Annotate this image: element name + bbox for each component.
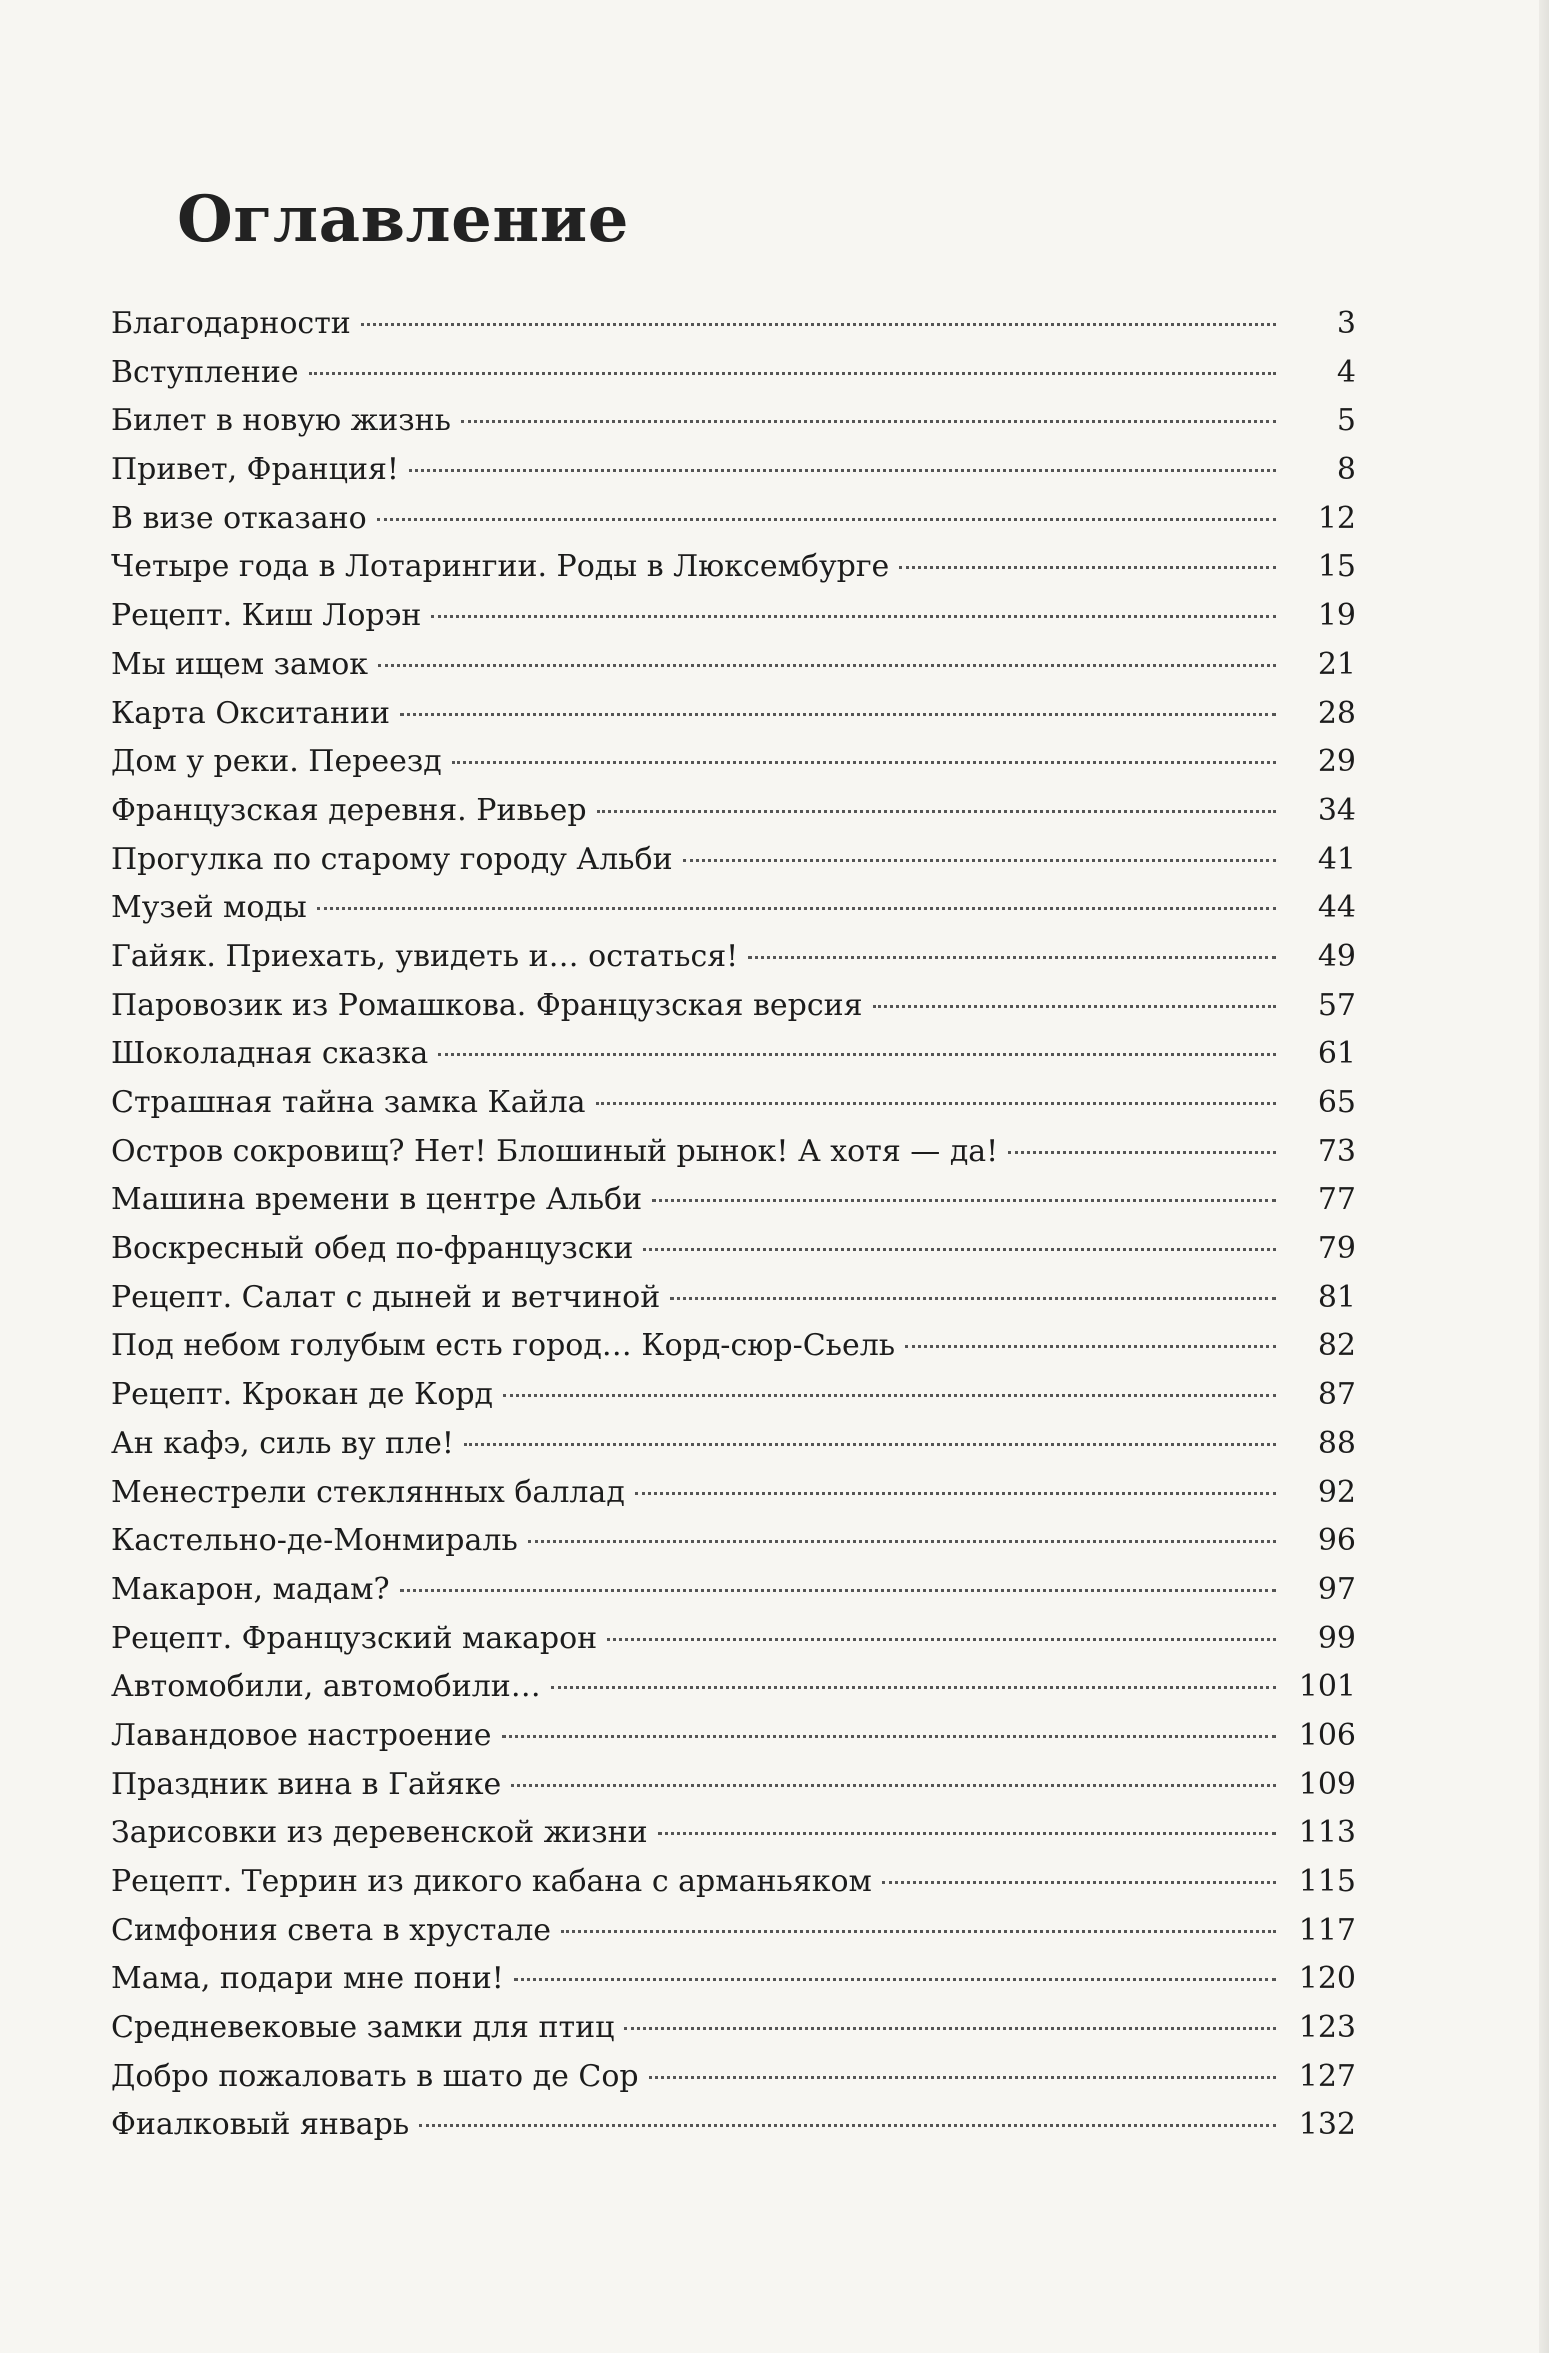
toc-entry xyxy=(111,1225,1356,1274)
toc-entry-page-number: 12 xyxy=(1317,500,1356,536)
toc-entry-page-number: 65 xyxy=(1317,1085,1356,1120)
toc-entry-page-number: 127 xyxy=(1298,2058,1356,2094)
dot-leader xyxy=(378,664,1276,667)
toc-entry-page-number: 82 xyxy=(1317,1328,1356,1364)
dot-leader xyxy=(882,1881,1276,1884)
toc-entry-page-number: 8 xyxy=(1336,452,1356,488)
toc-entry-page-number: 15 xyxy=(1317,549,1356,585)
toc-entry-page-number: 97 xyxy=(1317,1571,1356,1607)
dot-leader xyxy=(461,420,1276,423)
page-title: Оглавление xyxy=(177,182,629,257)
toc-entry-page-number: 120 xyxy=(1298,1961,1356,1997)
toc-entry-title: Добро пожаловать в шато де Сор xyxy=(111,2058,639,2094)
dot-leader xyxy=(643,1248,1276,1251)
toc-entry xyxy=(111,2053,1356,2102)
dot-leader xyxy=(649,2076,1276,2079)
toc-entry-page-number: 57 xyxy=(1317,987,1356,1023)
toc-entry-title: Зарисовки из деревенской жизни xyxy=(111,1815,648,1851)
toc-entry-page-number: 92 xyxy=(1317,1474,1356,1510)
toc-entry-title: Мама, подари мне пони! xyxy=(111,1961,504,1997)
dot-leader xyxy=(377,518,1276,521)
toc-entry-page-number: 113 xyxy=(1298,1815,1356,1851)
toc-entry-page-number: 117 xyxy=(1298,1912,1356,1948)
toc-entry-title: Симфония света в хрустале xyxy=(111,1912,552,1948)
dot-leader xyxy=(400,713,1276,716)
toc-entry-title: Гайяк. Приехать, увидеть и… остаться! xyxy=(111,938,739,974)
toc-entry-page-number: 101 xyxy=(1298,1669,1356,1705)
dot-leader xyxy=(514,1978,1276,1981)
toc-entry-page-number: 96 xyxy=(1317,1523,1356,1559)
toc-entry-title: Менестрели стеклянных баллад xyxy=(111,1474,625,1510)
toc-entry-title: Билет в новую жизнь xyxy=(111,403,451,439)
toc-entry-title: Благодарности xyxy=(111,306,351,341)
toc-entry-page-number: 109 xyxy=(1298,1766,1356,1802)
toc-entry-title: Средневековые замки для птиц xyxy=(111,2010,615,2046)
toc-entry-title: Мы ищем замок xyxy=(111,646,369,682)
toc-entry-title: В визе отказано xyxy=(111,500,367,536)
toc-entry-title: Вступление xyxy=(111,354,299,390)
toc-entry xyxy=(111,1761,1356,1810)
toc-entry-page-number: 132 xyxy=(1298,2107,1356,2143)
toc-entry-page-number: 34 xyxy=(1317,792,1356,828)
dot-leader xyxy=(561,1930,1276,1933)
toc-entry-page-number: 88 xyxy=(1317,1425,1356,1461)
toc-entry-page-number: 61 xyxy=(1317,1036,1356,1072)
toc-entry xyxy=(111,1663,1356,1712)
dot-leader xyxy=(400,1589,1276,1592)
dot-leader xyxy=(658,1832,1276,1835)
toc-entry-title: Карта Окситании xyxy=(111,695,390,731)
dot-leader xyxy=(309,372,1276,375)
dot-leader xyxy=(431,615,1276,618)
toc-entry-title: Макарон, мадам? xyxy=(111,1571,390,1607)
toc-entry-page-number: 21 xyxy=(1317,646,1356,682)
toc-entry-title: Дом у реки. Переезд xyxy=(111,744,442,780)
toc-entry xyxy=(111,1030,1356,1079)
toc-entry-title: Музей моды xyxy=(111,890,307,926)
toc-entry-title: Страшная тайна замка Кайла xyxy=(111,1085,586,1120)
toc-entry-title: Рецепт. Террин из дикого кабана с арманьяком xyxy=(111,1864,872,1899)
toc-entry xyxy=(111,300,1356,349)
toc-entry-page-number: 29 xyxy=(1317,744,1356,780)
toc-entry-page-number: 73 xyxy=(1317,1133,1356,1169)
dot-leader xyxy=(607,1638,1276,1641)
toc-entry-title: Паровозик из Ромашкова. Французская версия xyxy=(111,987,863,1023)
dot-leader xyxy=(317,907,1276,910)
toc-entry-page-number: 99 xyxy=(1317,1620,1356,1656)
toc-entry xyxy=(111,787,1356,836)
toc-entry xyxy=(111,982,1356,1031)
toc-entry xyxy=(111,1371,1356,1420)
toc-entry-title: Шоколадная сказка xyxy=(111,1036,429,1072)
toc-entry-page-number: 4 xyxy=(1336,354,1356,390)
toc-entry-page-number: 28 xyxy=(1317,695,1356,731)
toc-entry xyxy=(111,495,1356,544)
toc-entry-title: Лавандовое настроение xyxy=(111,1717,492,1753)
toc-entry xyxy=(111,1420,1356,1469)
dot-leader xyxy=(452,761,1276,764)
dot-leader xyxy=(419,2124,1276,2127)
toc-entry-page-number: 44 xyxy=(1317,890,1356,926)
toc-entry xyxy=(111,1079,1356,1128)
toc-entry-title: Автомобили, автомобили… xyxy=(111,1669,541,1705)
dot-leader xyxy=(683,859,1276,862)
toc-entry xyxy=(111,1322,1356,1371)
toc-entry xyxy=(111,690,1356,739)
toc-entry-page-number: 79 xyxy=(1317,1231,1356,1267)
toc-entry-title: Ан кафэ, силь ву пле! xyxy=(111,1425,454,1461)
dot-leader xyxy=(551,1686,1276,1689)
toc-entry-title: Рецепт. Киш Лорэн xyxy=(111,598,422,634)
dot-leader xyxy=(670,1297,1276,1300)
toc-entry-page-number: 77 xyxy=(1317,1182,1356,1218)
toc-entry-page-number: 106 xyxy=(1298,1717,1356,1753)
toc-entry xyxy=(111,933,1356,982)
toc-entry xyxy=(111,1128,1356,1177)
toc-entry xyxy=(111,1469,1356,1518)
toc-entry xyxy=(111,1858,1356,1907)
dot-leader xyxy=(438,1053,1276,1056)
toc-entry-page-number: 123 xyxy=(1298,2010,1356,2046)
toc-entry xyxy=(111,592,1356,641)
toc-entry-title: Под небом голубым есть город… Корд-сюр-Сьель xyxy=(111,1328,896,1364)
toc-entry-page-number: 5 xyxy=(1336,403,1356,439)
toc-entry-page-number: 81 xyxy=(1317,1279,1356,1315)
toc-entry-title: Привет, Франция! xyxy=(111,452,399,488)
toc-entry xyxy=(111,1176,1356,1225)
dot-leader xyxy=(873,1005,1276,1008)
toc-entry-title: Рецепт. Салат с дыней и ветчиной xyxy=(111,1279,661,1315)
toc-entry xyxy=(111,2004,1356,2053)
dot-leader xyxy=(1008,1151,1276,1154)
dot-leader xyxy=(635,1492,1276,1495)
dot-leader xyxy=(409,469,1276,472)
toc-entry-title: Фиалковый январь xyxy=(111,2107,410,2143)
toc-entry-title: Остров сокровищ? Нет! Блошиный рынок! А хотя — да! xyxy=(111,1133,999,1169)
toc-entry xyxy=(111,1712,1356,1761)
toc-entry-title: Четыре года в Лотарингии. Роды в Люксембурге xyxy=(111,549,890,585)
toc-entry xyxy=(111,836,1356,885)
dot-leader xyxy=(361,323,1276,326)
dot-leader xyxy=(899,566,1276,569)
toc-entry-page-number: 19 xyxy=(1317,598,1356,634)
toc-entry-title: Воскресный обед по-французски xyxy=(111,1231,634,1267)
toc-entry-title: Кастельно-де-Монмираль xyxy=(111,1523,518,1559)
toc-entry-title: Машина времени в центре Альби xyxy=(111,1182,643,1218)
toc-entry xyxy=(111,1274,1356,1323)
toc-entry xyxy=(111,543,1356,592)
toc-entry xyxy=(111,738,1356,787)
dot-leader xyxy=(597,810,1276,813)
dot-leader xyxy=(503,1394,1276,1397)
dot-leader xyxy=(596,1102,1276,1105)
toc-entry xyxy=(111,884,1356,933)
toc-entry-page-number: 41 xyxy=(1317,841,1356,877)
toc-entry-title: Рецепт. Французский макарон xyxy=(111,1620,598,1656)
toc-entry xyxy=(111,641,1356,690)
toc-entry xyxy=(111,1517,1356,1566)
toc-entry xyxy=(111,1809,1356,1858)
dot-leader xyxy=(511,1784,1276,1787)
dot-leader xyxy=(748,956,1276,959)
dot-leader xyxy=(502,1735,1276,1738)
toc-entry-page-number: 87 xyxy=(1317,1377,1356,1413)
toc-entry-page-number: 49 xyxy=(1317,938,1356,974)
toc-entry xyxy=(111,397,1356,446)
table-of-contents xyxy=(111,300,1356,2150)
toc-entry xyxy=(111,2101,1356,2150)
dot-leader xyxy=(905,1345,1276,1348)
toc-entry-title: Прогулка по старому городу Альби xyxy=(111,841,673,877)
toc-entry xyxy=(111,1566,1356,1615)
toc-entry-title: Французская деревня. Ривьер xyxy=(111,792,587,828)
toc-entry xyxy=(111,349,1356,398)
dot-leader xyxy=(464,1443,1276,1446)
dot-leader xyxy=(528,1540,1276,1543)
toc-entry xyxy=(111,1955,1356,2004)
toc-entry xyxy=(111,1615,1356,1664)
toc-entry-title: Рецепт. Крокан де Корд xyxy=(111,1377,494,1413)
toc-entry xyxy=(111,1907,1356,1956)
toc-entry xyxy=(111,446,1356,495)
toc-entry-title: Праздник вина в Гайяке xyxy=(111,1766,502,1802)
page-edge xyxy=(1539,0,1549,2353)
toc-entry-page-number: 115 xyxy=(1298,1864,1356,1899)
dot-leader xyxy=(652,1199,1276,1202)
toc-entry-page-number: 3 xyxy=(1336,306,1356,341)
dot-leader xyxy=(624,2027,1276,2030)
